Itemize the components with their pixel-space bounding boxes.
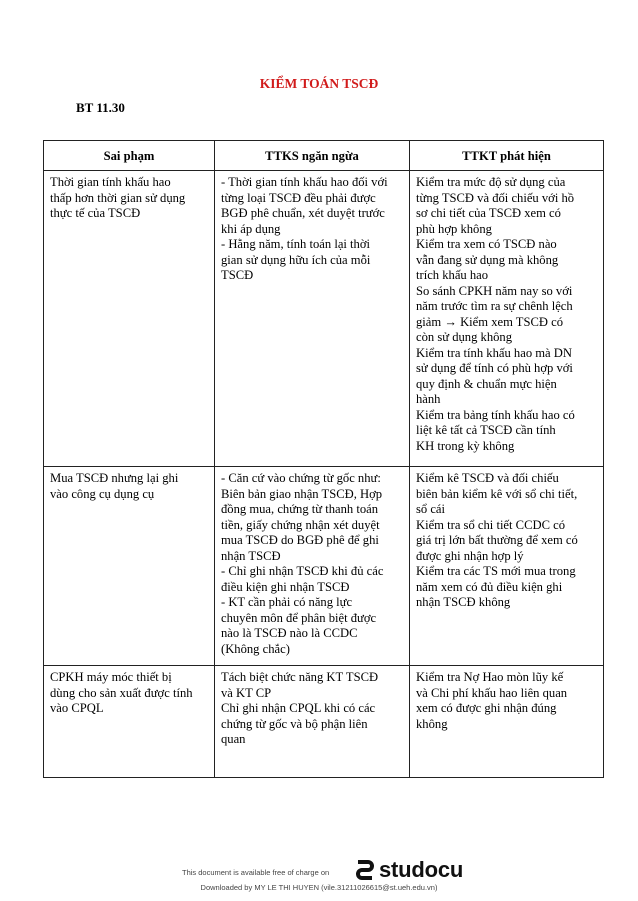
- header-ttkt: TTKT phát hiện: [410, 141, 604, 171]
- cell-line: Biên bản giao nhận TSCĐ, Hợp: [221, 486, 383, 501]
- cell-line: nhận TSCĐ không: [416, 595, 511, 609]
- cell-line: Kiểm tra bảng tính khấu hao có: [416, 407, 575, 422]
- header-ttks: TTKS ngăn ngừa: [215, 141, 410, 171]
- cell-line: và Chi phí khấu hao liên quan: [416, 685, 568, 700]
- cell-line: giảm → Kiểm xem TSCĐ có: [416, 314, 564, 329]
- studocu-logo[interactable]: [354, 857, 463, 883]
- cell-line: xem có được ghi nhận đúng: [416, 701, 557, 715]
- cell-line: Tách biệt chức năng KT TSCĐ: [221, 670, 379, 684]
- cell-line: quy định & chuẩn mực hiện: [416, 376, 557, 391]
- cell-line: Chỉ ghi nhận CPQL khi có các: [221, 701, 376, 715]
- cell-line: trích khấu hao: [416, 268, 489, 282]
- cell-line: từng TSCĐ và đối chiếu với hồ: [416, 190, 575, 205]
- cell-sai-pham: [44, 666, 215, 778]
- cell-line: tiền, giấy chứng nhận xét duyệt: [221, 517, 380, 532]
- cell-ttks: [215, 467, 410, 666]
- cell-line: quan: [221, 732, 246, 746]
- document-title: KIỂM TOÁN TSCĐ: [259, 76, 379, 91]
- cell-line: - Chỉ ghi nhận TSCĐ khi đủ các: [221, 564, 384, 578]
- download-note: Downloaded by MY LE THI HUYEN (vile.31211026615@st.ueh.edu.vn): [200, 883, 438, 892]
- cell-line: khi áp dụng: [221, 221, 281, 236]
- cell-line: nào là TSCĐ nào là CCDC: [221, 626, 358, 640]
- cell-line: điều kiện ghi nhận TSCĐ: [221, 579, 350, 594]
- cell-ttks: [215, 666, 410, 778]
- cell-line: BGĐ phê chuẩn, xét duyệt trước: [221, 206, 385, 220]
- cell-line: Kiểm tra sổ chi tiết CCDC có: [416, 517, 566, 532]
- cell-line: Kiểm tra tính khấu hao mà DN: [416, 345, 572, 360]
- cell-sai-pham: [44, 171, 215, 467]
- cell-line: Mua TSCĐ nhưng lại ghi: [50, 471, 179, 485]
- cell-line: hành: [416, 392, 441, 406]
- cell-line: Kiểm tra Nợ Hao mòn lũy kế: [416, 670, 564, 684]
- header-sai-pham: Sai phạm: [44, 141, 215, 171]
- cell-line: đồng mua, chứng từ thanh toán: [221, 502, 379, 516]
- cell-line: mua TSCĐ do BGĐ phê để ghi: [221, 533, 379, 547]
- cell-ttkt: [410, 467, 604, 666]
- audit-table: [43, 140, 604, 778]
- cell-line: biên bản kiểm kê với sổ chi tiết,: [416, 486, 578, 501]
- cell-line: năm trước tìm ra sự chênh lệch: [416, 299, 573, 313]
- cell-line: phù hợp không: [416, 221, 492, 236]
- cell-line: vào công cụ dụng cụ: [50, 486, 155, 501]
- cell-line: (Không chắc): [221, 641, 290, 656]
- cell-line: Kiểm kê TSCĐ và đối chiếu: [416, 471, 559, 485]
- cell-line: thực tế của TSCĐ: [50, 206, 141, 220]
- cell-line: nhận TSCĐ: [221, 548, 281, 563]
- cell-line: Kiểm tra mức độ sử dụng của: [416, 175, 566, 189]
- cell-line: - Hằng năm, tính toán lại thời: [221, 237, 371, 251]
- exercise-label: BT 11.30: [76, 100, 125, 115]
- cell-line: - Thời gian tính khấu hao đối với: [221, 175, 388, 189]
- cell-line: gian sử dụng hữu ích của mỗi: [221, 252, 371, 267]
- cell-ttks: [215, 171, 410, 467]
- cell-line: sử dụng để tính có phù hợp với: [416, 361, 573, 375]
- cell-line: So sánh CPKH năm nay so với: [416, 283, 573, 298]
- cell-line: TSCĐ: [221, 268, 254, 282]
- cell-line: vào CPQL: [50, 701, 104, 715]
- cell-line: được ghi nhận hợp lý: [416, 548, 524, 563]
- cell-line: năm xem có đủ điều kiện ghi: [416, 579, 563, 594]
- cell-line: thấp hơn thời gian sử dụng: [50, 190, 186, 205]
- cell-line: sổ cái: [416, 502, 446, 516]
- cell-line: liệt kê tất cả TSCĐ cần tính: [416, 423, 556, 437]
- cell-line: Kiểm tra xem có TSCĐ nào: [416, 237, 557, 251]
- cell-line: chuyên môn để phân biệt được: [221, 610, 377, 625]
- cell-line: dùng cho sản xuất được tính: [50, 685, 193, 700]
- cell-line: Thời gian tính khấu hao: [50, 175, 171, 189]
- cell-line: - KT cần phải có năng lực: [221, 595, 353, 609]
- cell-sai-pham: [44, 467, 215, 666]
- cell-ttkt: [410, 171, 604, 467]
- cell-line: còn sử dụng không: [416, 330, 513, 344]
- studocu-logo-icon: [354, 857, 376, 883]
- cell-line: sơ chi tiết của TSCĐ xem có: [416, 206, 561, 220]
- cell-line: Kiểm tra các TS mới mua trong: [416, 564, 576, 578]
- cell-line: CPKH máy móc thiết bị: [50, 670, 172, 684]
- cell-line: KH trong kỳ không: [416, 438, 515, 453]
- cell-line: giá trị lớn bất thường để xem có: [416, 533, 578, 547]
- cell-line: và KT CP: [221, 685, 272, 700]
- cell-line: - Căn cứ vào chứng từ gốc như:: [221, 471, 381, 485]
- table-row: [44, 467, 604, 666]
- cell-line: vẫn đang sử dụng mà không: [416, 252, 559, 267]
- cell-line: chứng từ gốc và bộ phận liên: [221, 716, 368, 731]
- cell-ttkt: [410, 666, 604, 778]
- table-header-row: [44, 141, 604, 171]
- table-row: [44, 171, 604, 467]
- availability-note: This document is available free of charge on: [182, 868, 330, 877]
- studocu-logo-text: studocu: [379, 857, 464, 882]
- cell-line: không: [416, 716, 448, 731]
- table-row: [44, 666, 604, 778]
- cell-line: từng loại TSCĐ đều phải được: [221, 190, 376, 205]
